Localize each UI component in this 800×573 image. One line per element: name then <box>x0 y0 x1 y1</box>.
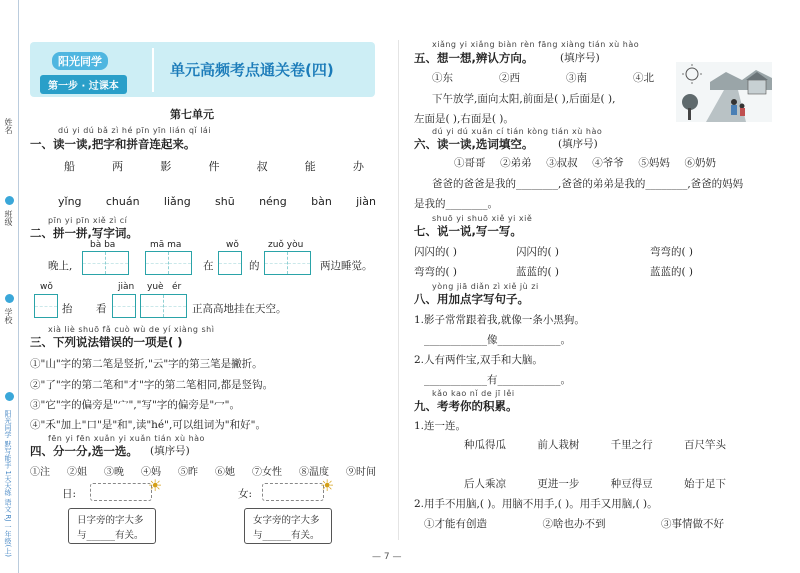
binding-hole <box>5 294 14 303</box>
q1-char[interactable]: 叔 <box>256 160 268 173</box>
q7-item[interactable]: 蓝蓝的( ) <box>516 266 560 278</box>
q8-title: 八、用加点字写句子。 <box>414 292 529 306</box>
q6-option: ①哥哥 <box>454 157 486 169</box>
q4-woman-note <box>244 508 332 544</box>
q4-sun-note-2: 与______有关。 <box>77 530 144 541</box>
sun-icon: ☀ <box>320 476 335 495</box>
unit-title: 第七单元 <box>170 108 214 121</box>
q1-char[interactable]: 件 <box>208 160 220 173</box>
q1-pinyin-item[interactable]: chuán <box>105 195 140 208</box>
q7-pinyin: shuō yi shuō xiě yi xiě <box>432 214 533 223</box>
q4-option: ⑤昨 <box>178 467 198 478</box>
q9-top-item[interactable]: 千里之行 <box>610 439 653 451</box>
q4-sun-note-1: 日字旁的字大多 <box>77 515 144 526</box>
q9-bottom-row <box>464 476 726 491</box>
q5-option: ②西 <box>499 72 520 84</box>
q2-grid-zuoyou[interactable] <box>264 251 311 275</box>
q1-chars <box>64 158 364 174</box>
q1-pinyin-item[interactable]: shū <box>215 195 235 208</box>
direction-illustration <box>676 62 772 122</box>
q7-title: 七、说一说,写一写。 <box>414 224 522 238</box>
q1-char[interactable]: 办 <box>352 160 364 173</box>
series-text: 阳光同学 默写能手 1天天练 语文 RJ 一年级(上) <box>4 410 12 557</box>
q9-top-row <box>464 437 726 452</box>
banner-divider <box>152 48 154 92</box>
q9-sub2-option: ③事情做不好 <box>661 518 724 530</box>
q6-option: ⑤妈妈 <box>638 157 670 169</box>
q5-pinyin: xiǎng yi xiǎng biàn rèn fāng xiàng tián xù hào <box>432 40 640 49</box>
q9-pinyin: kǎo kao nǐ de jī lěi <box>432 389 515 398</box>
q6-title-note: (填序号) <box>558 138 598 150</box>
q5-options <box>432 70 654 85</box>
q3-option[interactable]: ③"它"字的偏旁是"宀","写"字的偏旁是"冖"。 <box>30 399 240 411</box>
banner-step: 第一步 · 过课本 <box>40 75 127 94</box>
q1-title: 一、读一读,把字和拼音连起来。 <box>30 137 196 151</box>
q1-pinyin-item[interactable]: néng <box>259 195 287 208</box>
q5-line1: 下午放学,面向太阳,前面是( ),后面是( ), <box>432 93 616 105</box>
q7-item[interactable]: 闪闪的( ) <box>414 246 458 258</box>
q6-options <box>454 155 716 170</box>
q5-title: 五、想一想,辨认方向。 <box>414 51 534 65</box>
q9-sub2: 2.用手不用脑,( )。用脑不用手,( )。用手又用脑,( )。 <box>414 498 658 510</box>
q4-option: ⑨时间 <box>346 467 376 478</box>
q2-text: 看 <box>96 303 107 315</box>
q5-line2: 左面是( ),右面是( )。 <box>414 113 514 125</box>
q3-option[interactable]: ④"禾"加上"口"是"和",读"hé",可以组词为"和好"。 <box>30 419 266 431</box>
q2-grid-jian[interactable] <box>112 294 136 318</box>
q1-char[interactable]: 影 <box>160 160 172 173</box>
q2-py-er: ér <box>172 282 182 292</box>
q4-option: ④妈 <box>141 467 161 478</box>
q4-sun-label: 日: <box>62 488 77 500</box>
q4-option: ①注 <box>30 467 50 478</box>
page-divider <box>398 40 399 540</box>
q4-option: ③晚 <box>104 467 124 478</box>
q7-item[interactable]: 蓝蓝的( ) <box>650 266 694 278</box>
q9-sub2-options <box>424 516 724 531</box>
q2-py-baba: bà ba <box>90 240 116 250</box>
binding-hole <box>5 196 14 205</box>
q9-sub2-option: ①才能有创造 <box>424 518 487 530</box>
q1-char[interactable]: 两 <box>112 160 124 173</box>
q4-woman-note-2: 与______有关。 <box>253 530 320 541</box>
q2-pinyin: pīn yi pīn xiě zì cí <box>48 216 128 225</box>
q6-option: ②弟弟 <box>500 157 532 169</box>
q8-blank-1[interactable]: ____________像____________。 <box>424 334 571 346</box>
q1-char[interactable]: 能 <box>304 160 316 173</box>
q9-title: 九、考考你的积累。 <box>414 399 518 413</box>
q6-option: ⑥奶奶 <box>684 157 716 169</box>
q4-pinyin: fēn yi fēn xuǎn yi xuǎn tián xù hào <box>48 434 205 443</box>
q8-sentence-1: 1.影子常常跟着我,就像一条小黑狗。 <box>414 314 585 326</box>
q4-woman-label: 女: <box>238 488 253 500</box>
name-label: 姓名 <box>4 118 13 134</box>
q2-text: 在 <box>203 260 214 272</box>
q4-title-note: (填序号) <box>150 445 190 457</box>
q2-text: 两边睡觉。 <box>320 260 373 272</box>
q6-title: 六、读一读,选词填空。 <box>414 137 534 151</box>
q6-line1: 爸爸的爸爸是我的________,爸爸的弟弟是我的________,爸爸的妈妈 <box>432 178 744 190</box>
q2-py-yue: yuè <box>147 282 164 292</box>
q2-grid-yueer[interactable] <box>140 294 187 318</box>
q2-text: 正高高地挂在天空。 <box>192 303 287 315</box>
q1-pinyin-item[interactable]: liǎng <box>163 195 191 208</box>
q4-sun-box[interactable] <box>90 483 152 501</box>
q9-sub1: 1.连一连。 <box>414 420 467 432</box>
q2-py-jian: jiàn <box>118 282 135 292</box>
q5-option: ④北 <box>633 72 654 84</box>
q1-pinyin-item[interactable]: jiàn <box>356 195 376 208</box>
q9-bottom-item[interactable]: 后人乘凉 <box>464 478 506 490</box>
q7-item[interactable]: 闪闪的( ) <box>516 246 560 258</box>
q7-item[interactable]: 弯弯的( ) <box>650 246 694 258</box>
q2-text: 晚上, <box>48 260 73 272</box>
q8-sentence-2: 2.人有两件宝,双手和大脑。 <box>414 354 543 366</box>
q6-line2: 是我的________。 <box>414 198 498 210</box>
q9-sub2-option: ②啥也办不到 <box>542 518 606 530</box>
q8-pinyin: yòng jiā diǎn zì xiě jù zi <box>432 282 539 291</box>
q4-option: ⑥她 <box>215 467 235 478</box>
q2-grid-baba[interactable] <box>82 251 129 275</box>
q2-grid-mama[interactable] <box>145 251 192 275</box>
q9-top-item[interactable]: 前人栽树 <box>537 439 580 451</box>
q2-grid-wo[interactable] <box>218 251 242 275</box>
q1-pinyins <box>58 195 376 208</box>
q2-py-wo2: wǒ <box>40 282 53 292</box>
q6-pinyin: dú yi dú xuǎn cí tián kòng tián xù hào <box>432 127 603 136</box>
q3-option[interactable]: ①"山"字的第二笔是竖折,"云"字的第三笔是撇折。 <box>30 358 263 370</box>
q5-option: ③南 <box>566 72 587 84</box>
q2-grid-wo2[interactable] <box>34 294 58 318</box>
q2-py-mama: mā ma <box>150 240 182 250</box>
banner-logo: 阳光同学 <box>52 52 108 70</box>
q2-text: 抬 <box>62 303 73 315</box>
q5-title-note: (填序号) <box>560 52 600 64</box>
q4-option: ②姐 <box>67 467 87 478</box>
q9-top-item[interactable]: 种瓜得瓜 <box>464 439 506 451</box>
q2-title: 二、拼一拼,写字词。 <box>30 226 138 240</box>
q9-top-item[interactable]: 百尺竿头 <box>683 439 726 451</box>
q4-woman-note-1: 女字旁的字大多 <box>253 515 320 526</box>
q3-option[interactable]: ②"了"字的第二笔和"才"字的第二笔相同,都是竖钩。 <box>30 379 274 391</box>
q9-bottom-item[interactable]: 始于足下 <box>683 478 726 490</box>
q7-item[interactable]: 弯弯的( ) <box>414 266 458 278</box>
q2-text: 的 <box>249 260 260 272</box>
q3-title: 三、下列说法错误的一项是( ) <box>30 335 183 349</box>
q9-bottom-item[interactable]: 种豆得豆 <box>610 478 653 490</box>
q1-pinyin: dú yi dú bǎ zì hé pīn yīn lián qǐ lái <box>58 126 212 135</box>
q8-blank-2[interactable]: ____________有____________。 <box>424 374 571 386</box>
banner-title: 单元高频考点通关卷(四) <box>170 61 334 79</box>
class-label: 班级 <box>4 210 13 226</box>
school-label: 学校 <box>4 308 13 324</box>
q1-char[interactable]: 船 <box>64 160 75 173</box>
q1-pinyin-item[interactable]: yǐng <box>58 195 82 208</box>
q4-title: 四、分一分,选一选。 <box>30 444 138 458</box>
sun-icon: ☀ <box>148 476 163 495</box>
binding-hole <box>5 392 14 401</box>
q3-pinyin: xià liè shuō fǎ cuò wù de yí xiàng shì <box>48 325 215 334</box>
q4-woman-box[interactable] <box>262 483 324 501</box>
banner <box>30 42 375 97</box>
q2-py-zuoyou: zuǒ yòu <box>268 240 304 250</box>
q6-option: ④爷爷 <box>592 157 624 169</box>
q9-bottom-item[interactable]: 更进一步 <box>537 478 580 490</box>
q4-option: ⑦女性 <box>252 467 282 478</box>
q4-sun-note <box>68 508 156 544</box>
q6-option: ③叔叔 <box>546 157 578 169</box>
q2-py-wo: wǒ <box>226 240 239 250</box>
page-number: — 7 — <box>372 552 402 562</box>
q1-pinyin-item[interactable]: bàn <box>311 195 332 208</box>
q4-option: ⑧温度 <box>299 467 329 478</box>
q5-option: ①东 <box>432 72 453 84</box>
